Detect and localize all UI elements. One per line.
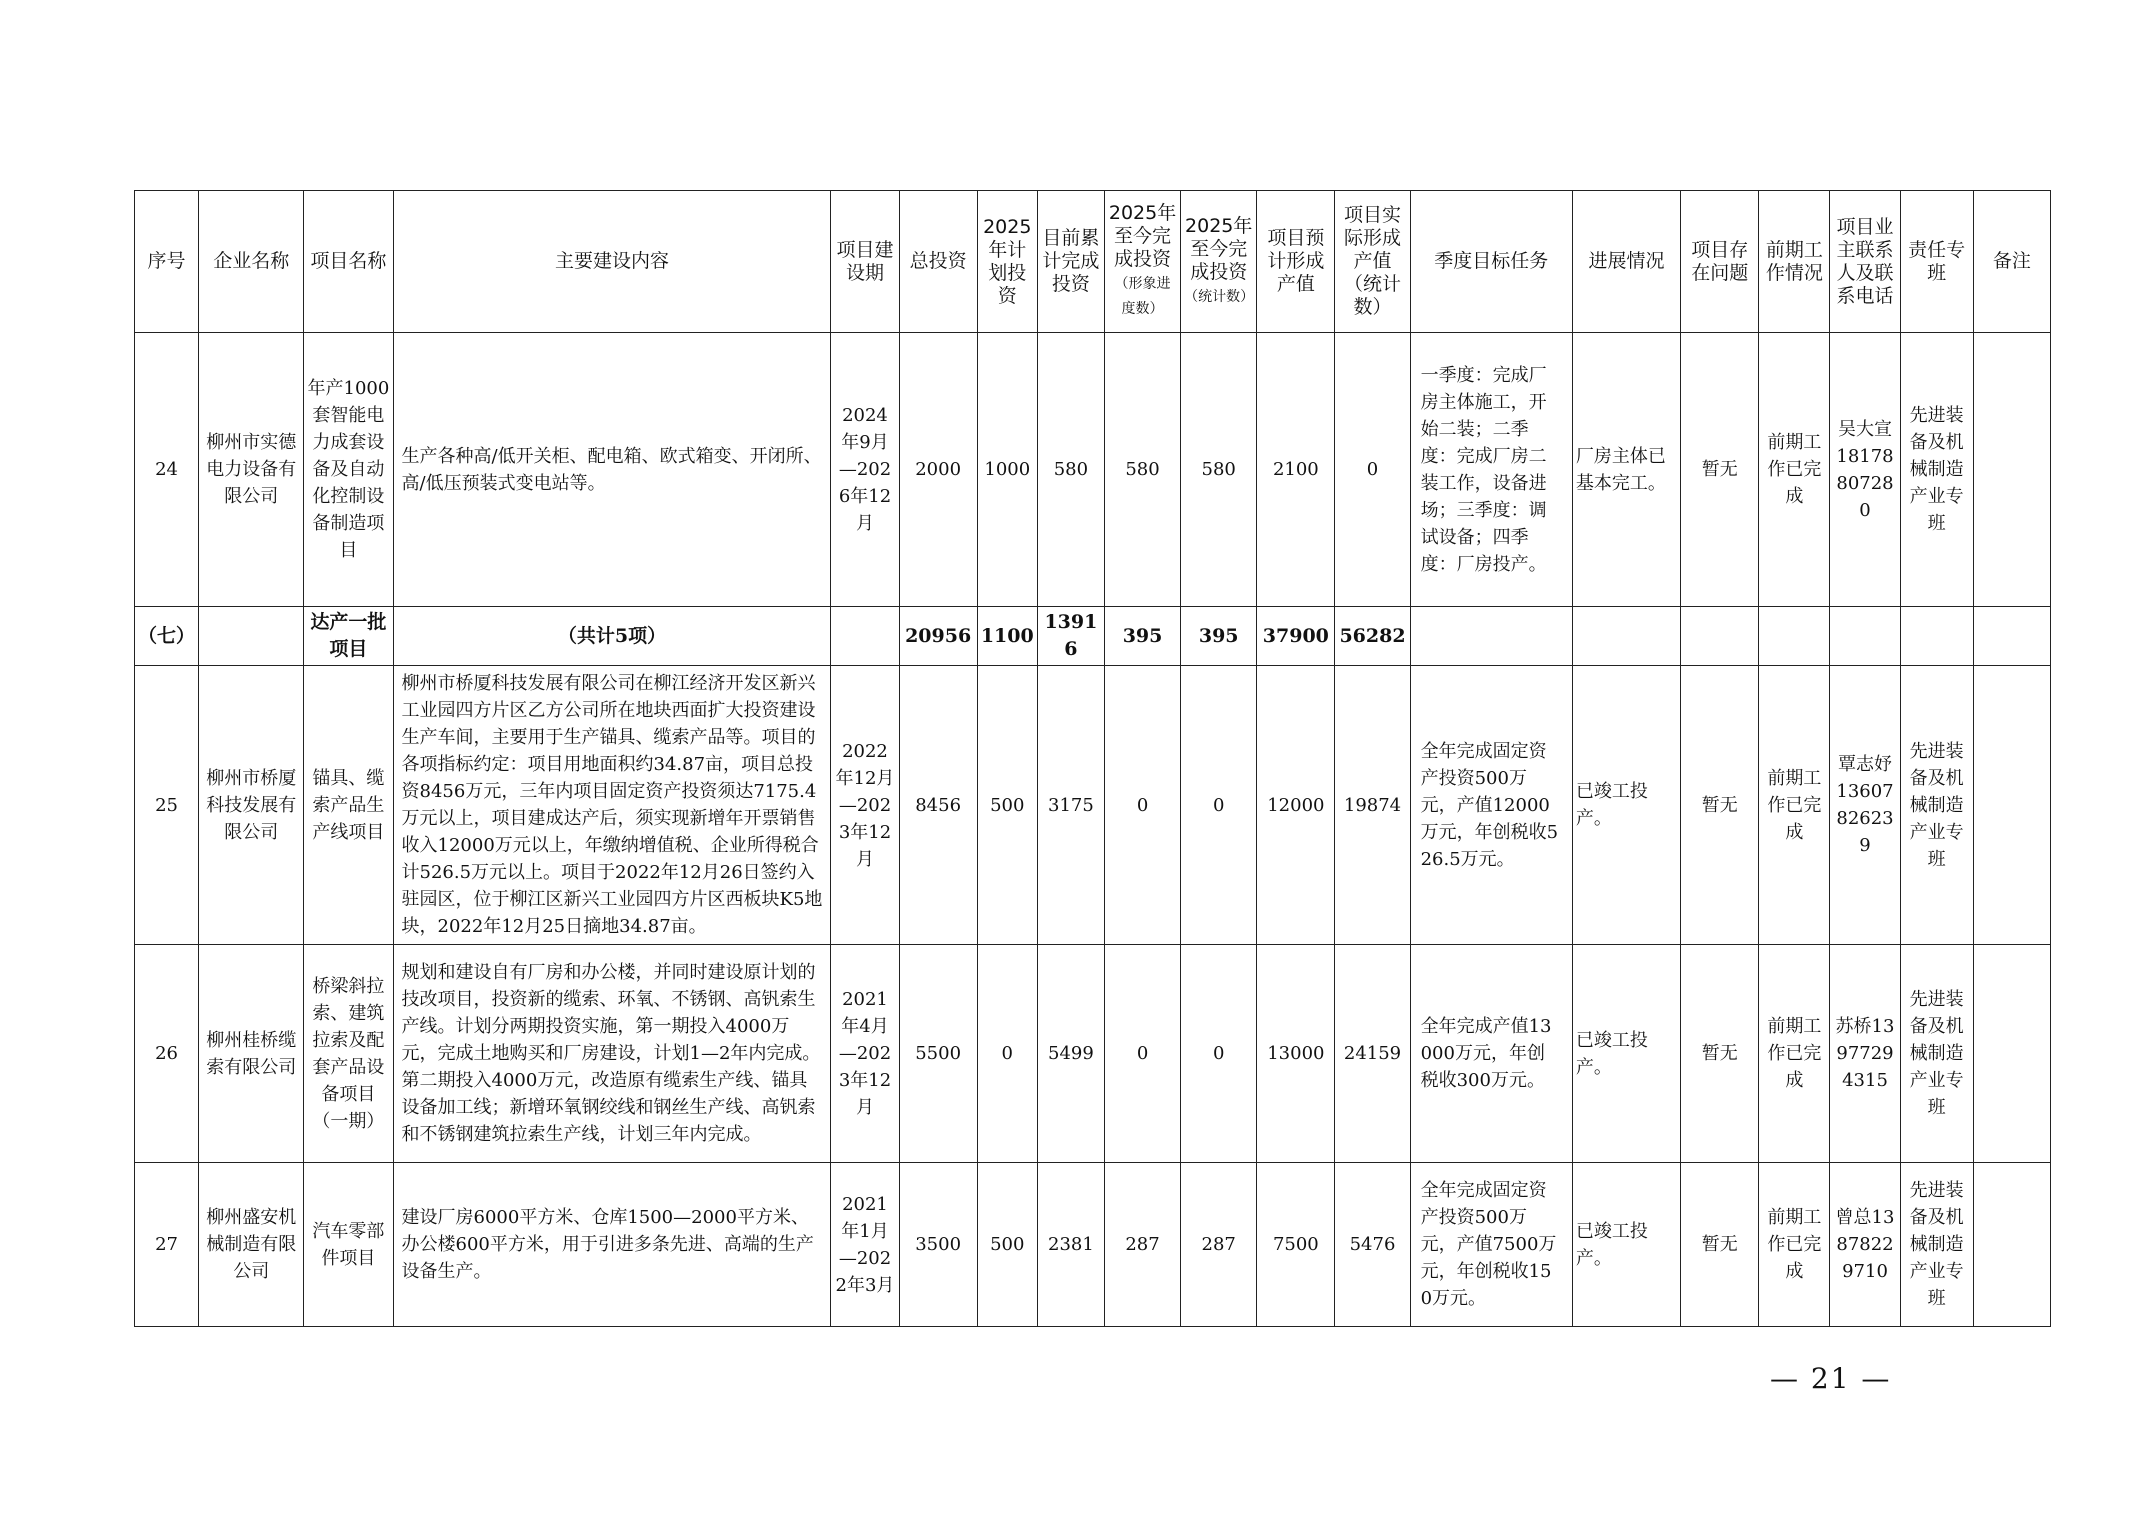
cell-content: 建设厂房6000平方米、仓库1500—2000平方米、办公楼600平方米，用于引进多条先进、高端的生产设备生产。 [393,1163,831,1327]
cell-class: 先进装备及机械制造产业专班 [1900,666,1973,945]
cell-note [1973,945,2050,1163]
cell-plan-2025: 1000 [977,333,1037,607]
cell-preliminary: 前期工作已完成 [1759,1163,1830,1327]
cell-done-stat: 0 [1181,945,1257,1163]
header-note: 备注 [1973,191,2050,333]
section-company [199,607,304,666]
cell-seq: 24 [135,333,199,607]
section-note [1973,607,2050,666]
cell-done-progress: 287 [1104,1163,1180,1327]
cell-done-stat: 287 [1181,1163,1257,1327]
cell-contact: 曾总13878229710 [1830,1163,1900,1327]
cell-content: 生产各种高/低开关柜、配电箱、欧式箱变、开闭所、高/低压预装式变电站等。 [393,333,831,607]
section-class [1900,607,1973,666]
section-actual-output: 56282 [1335,607,1410,666]
cell-quarter-goal: 一季度：完成厂房主体施工，开始二装；二季度：完成厂房二装工作，设备进场；三季度：调试设备；四季度：厂房投产。 [1410,333,1572,607]
section-expected-output: 37900 [1257,607,1335,666]
header-done-stat-label: 2025年至今完成投资 [1185,214,1253,283]
cell-period: 2024年9月—2026年12月 [831,333,899,607]
header-class: 责任专班 [1900,191,1973,333]
cell-progress: 已竣工投产。 [1572,945,1680,1163]
cell-contact: 覃志妤13607826239 [1830,666,1900,945]
cell-period: 2021年1月—2022年3月 [831,1163,899,1327]
cell-total: 8456 [899,666,977,945]
cell-company: 柳州桂桥缆索有限公司 [199,945,304,1163]
cell-note [1973,333,2050,607]
table-row [135,1163,2051,1327]
header-done-stat [1181,191,1257,333]
cell-project-name: 汽车零部件项目 [304,1163,393,1327]
cell-progress: 厂房主体已基本完工。 [1572,333,1680,607]
cell-company: 柳州盛安机械制造有限公司 [199,1163,304,1327]
header-actual-output: 项目实际形成产值（统计数） [1335,191,1410,333]
header-total: 总投资 [899,191,977,333]
cell-cumulative: 2381 [1037,1163,1104,1327]
section-cumulative: 13916 [1037,607,1104,666]
header-done-stat-note: （统计数） [1184,288,1255,305]
cell-class: 先进装备及机械制造产业专班 [1900,945,1973,1163]
cell-plan-2025: 500 [977,1163,1037,1327]
cell-note [1973,666,2050,945]
cell-company: 柳州市实德电力设备有限公司 [199,333,304,607]
cell-done-progress: 0 [1104,666,1180,945]
section-plan-2025: 1100 [977,607,1037,666]
section-quarter-goal [1410,607,1572,666]
section-contact [1830,607,1900,666]
cell-quarter-goal: 全年完成产值13000万元，年创税收300万元。 [1410,945,1572,1163]
header-quarter-goal: 季度目标任务 [1410,191,1572,333]
header-row [135,191,2051,333]
cell-issues: 暂无 [1681,1163,1759,1327]
cell-cumulative: 3175 [1037,666,1104,945]
cell-actual-output: 0 [1335,333,1410,607]
cell-issues: 暂无 [1681,945,1759,1163]
header-done-progress-note: （形象进度数） [1114,276,1171,317]
table-row [135,666,2051,945]
header-preliminary: 前期工作情况 [1759,191,1830,333]
cell-actual-output: 5476 [1335,1163,1410,1327]
cell-plan-2025: 500 [977,666,1037,945]
cell-contact: 吴大宣18178807280 [1830,333,1900,607]
cell-note [1973,1163,2050,1327]
cell-seq: 25 [135,666,199,945]
cell-issues: 暂无 [1681,666,1759,945]
cell-class: 先进装备及机械制造产业专班 [1900,333,1973,607]
cell-issues: 暂无 [1681,333,1759,607]
cell-cumulative: 580 [1037,333,1104,607]
header-expected-output: 项目预计形成产值 [1257,191,1335,333]
cell-quarter-goal: 全年完成固定资产投资500万元，产值12000万元，年创税收526.5万元。 [1410,666,1572,945]
page-number: — 21 — [1770,1362,1892,1395]
header-issues: 项目存在问题 [1681,191,1759,333]
cell-expected-output: 13000 [1257,945,1335,1163]
cell-period: 2022年12月—2023年12月 [831,666,899,945]
cell-project-name: 锚具、缆索产品生产线项目 [304,666,393,945]
section-content: （共计5项） [393,607,831,666]
cell-actual-output: 19874 [1335,666,1410,945]
header-progress: 进展情况 [1572,191,1680,333]
header-period: 项目建设期 [831,191,899,333]
cell-progress: 已竣工投产。 [1572,666,1680,945]
cell-actual-output: 24159 [1335,945,1410,1163]
cell-done-progress: 580 [1104,333,1180,607]
cell-progress: 已竣工投产。 [1572,1163,1680,1327]
section-row [135,607,2051,666]
header-seq: 序号 [135,191,199,333]
section-done-progress: 395 [1104,607,1180,666]
cell-done-stat: 0 [1181,666,1257,945]
section-preliminary [1759,607,1830,666]
cell-preliminary: 前期工作已完成 [1759,666,1830,945]
section-project-name: 达产一批项目 [304,607,393,666]
cell-expected-output: 2100 [1257,333,1335,607]
header-plan-2025: 2025年计划投资 [977,191,1037,333]
cell-cumulative: 5499 [1037,945,1104,1163]
cell-class: 先进装备及机械制造产业专班 [1900,1163,1973,1327]
section-issues [1681,607,1759,666]
cell-total: 3500 [899,1163,977,1327]
header-done-progress [1104,191,1180,333]
cell-expected-output: 12000 [1257,666,1335,945]
header-project-name: 项目名称 [304,191,393,333]
header-contact: 项目业主联系人及联系电话 [1830,191,1900,333]
cell-total: 5500 [899,945,977,1163]
cell-content: 规划和建设自有厂房和办公楼，并同时建设原计划的技改项目，投资新的缆索、环氧、不锈钢、高钒索生产线。计划分两期投资实施，第一期投入4000万元，完成土地购买和厂房建设，计划1—2年内完成。第二期投入4000万元，改造原有缆索生产线、锚具设备加工线；新增环氧钢绞线和钢丝生产线、高钒索和不锈钢建筑拉索生产线，计划三年内完成。 [393,945,831,1163]
cell-project-name: 年产1000套智能电力成套设备及自动化控制设备制造项目 [304,333,393,607]
section-period [831,607,899,666]
header-company: 企业名称 [199,191,304,333]
cell-preliminary: 前期工作已完成 [1759,333,1830,607]
cell-period: 2021年4月—2023年12月 [831,945,899,1163]
project-table [134,190,2051,1327]
section-total: 20956 [899,607,977,666]
cell-total: 2000 [899,333,977,607]
header-done-progress-label: 2025年至今完成投资 [1108,202,1177,270]
section-seq: （七） [135,607,199,666]
cell-contact: 苏桥13977294315 [1830,945,1900,1163]
cell-quarter-goal: 全年完成固定资产投资500万元，产值7500万元，年创税收150万元。 [1410,1163,1572,1327]
cell-expected-output: 7500 [1257,1163,1335,1327]
cell-preliminary: 前期工作已完成 [1759,945,1830,1163]
table-row [135,333,2051,607]
cell-plan-2025: 0 [977,945,1037,1163]
header-content: 主要建设内容 [393,191,831,333]
cell-seq: 27 [135,1163,199,1327]
section-done-stat: 395 [1181,607,1257,666]
cell-done-stat: 580 [1181,333,1257,607]
header-cumulative: 目前累计完成投资 [1037,191,1104,333]
cell-done-progress: 0 [1104,945,1180,1163]
section-progress [1572,607,1680,666]
cell-company: 柳州市桥厦科技发展有限公司 [199,666,304,945]
cell-seq: 26 [135,945,199,1163]
cell-project-name: 桥梁斜拉索、建筑拉索及配套产品设备项目（一期） [304,945,393,1163]
table-row [135,945,2051,1163]
cell-content: 柳州市桥厦科技发展有限公司在柳江经济开发区新兴工业园四方片区乙方公司所在地块西面扩大投资建设生产车间，主要用于生产锚具、缆索产品等。项目的各项指标约定：项目用地面积约34.87亩，项目总投资8456万元，三年内项目固定资产投资须达7175.4万元以上，项目建成达产后，须实现新增年开票销售收入12000万元以上，年缴纳增值税、企业所得税合计526.5万元以上。项目于2022年12月26日签约入驻园区，位于柳江区新兴工业园四方片区西板块K5地块，2022年12月25日摘地34.87亩。 [393,666,831,945]
